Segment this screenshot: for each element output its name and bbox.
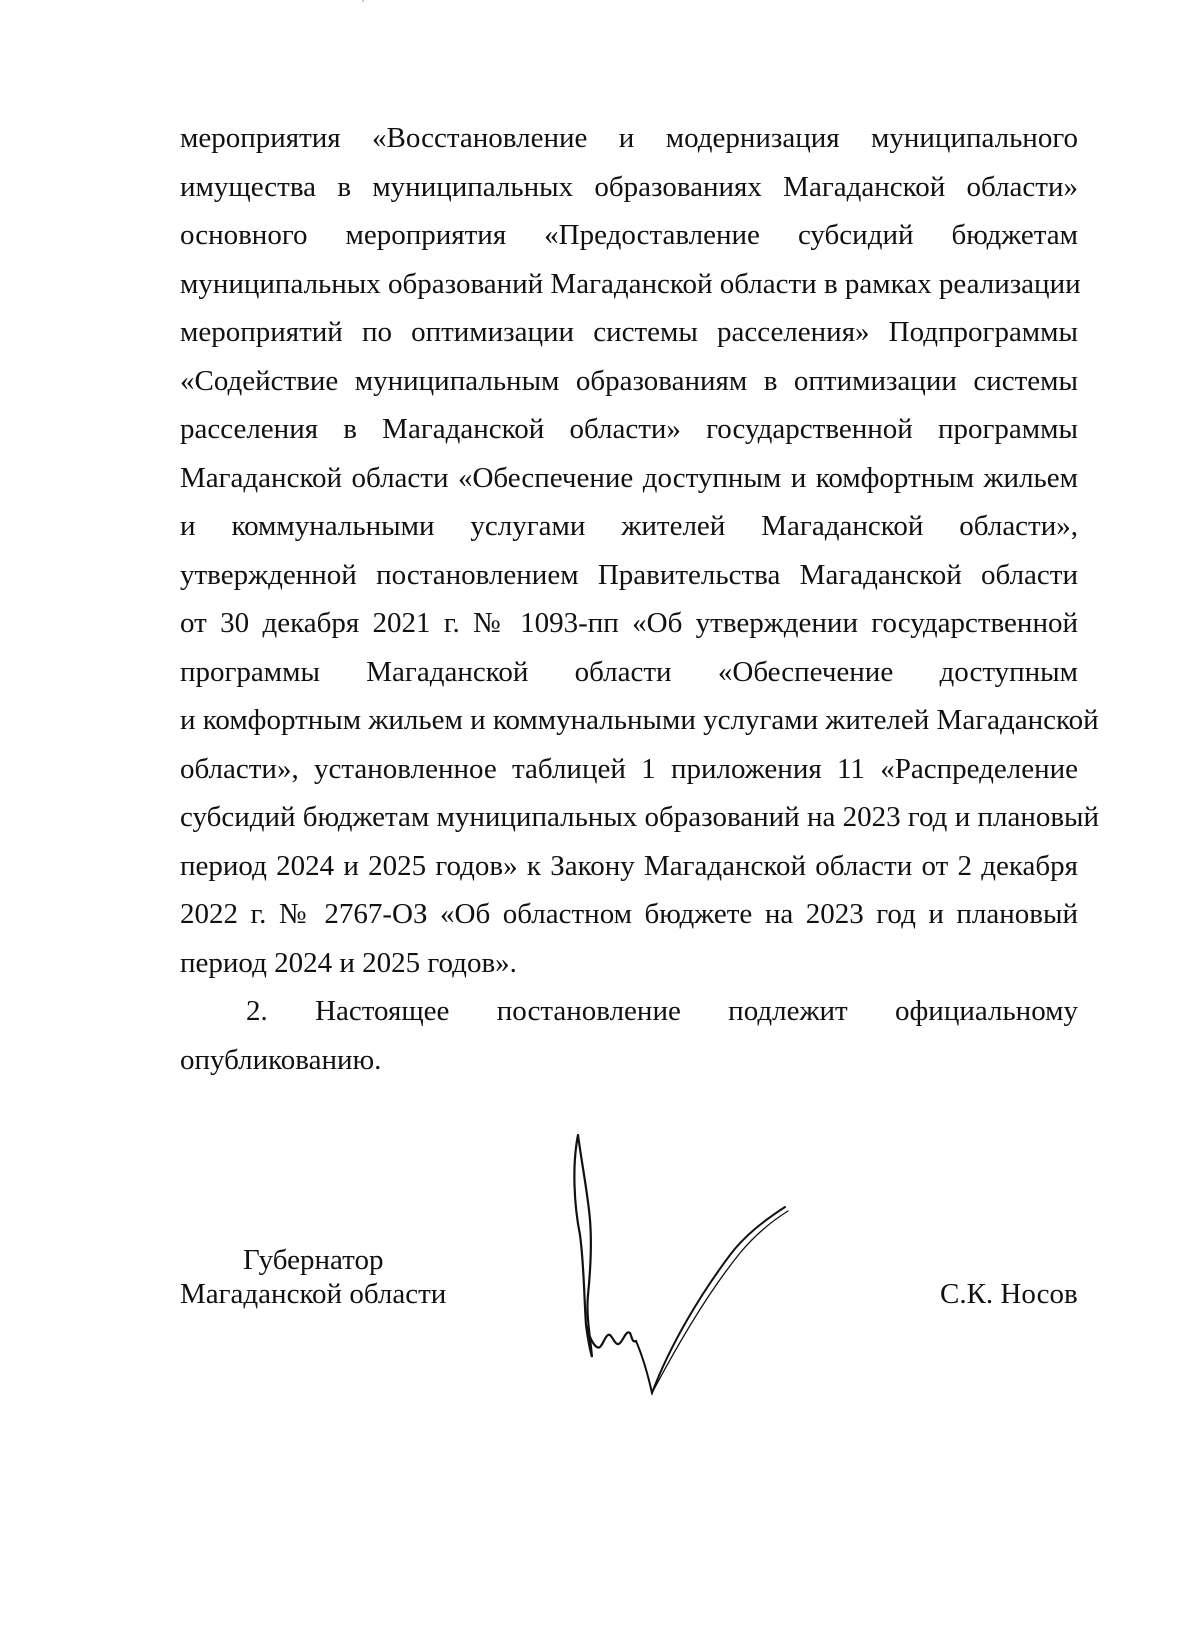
document-body [180,114,1100,1084]
body-line: от 30 декабря 2021 г. № 1093-пп «Об утверждении государственной [180,607,1078,639]
body-line: и комфортным жильем и коммунальными услугами жителей Магаданской [180,704,1099,736]
signer-position-line2: Магаданской области [180,1278,447,1310]
body-line: и коммунальными услугами жителей Магаданской области», [180,510,1078,542]
body-line: области», установленное таблицей 1 приложения 11 «Распределение [180,752,1078,785]
paragraph-2-line: 2. Настоящее постановление подлежит официальному [246,995,1078,1027]
body-line: субсидий бюджетам муниципальных образований на 2023 год и плановый [180,801,1100,833]
body-line: «Содействие муниципальным образованиям в оптимизации системы [180,364,1078,397]
signer-position-line1: Губернатор [243,1244,384,1276]
body-line: программы Магаданской области «Обеспечение доступным [180,655,1078,688]
body-line: Магаданской области «Обеспечение доступным и комфортным жильем [180,461,1078,494]
body-line: опубликованию. [180,1043,382,1076]
scan-mark [362,0,364,2]
handwritten-signature [560,1125,820,1395]
body-line: 2022 г. № 2767-ОЗ «Об областном бюджете на 2023 год и плановый [180,898,1078,930]
body-line: период 2024 и 2025 годов». [180,946,517,979]
body-line: муниципальных образований Магаданской области в рамках реализации [180,267,1081,300]
body-line: расселения в Магаданской области» государственной программы [180,413,1078,445]
body-line: имущества в муниципальных образованиях Магаданской области» [180,170,1078,203]
body-line: мероприятия «Восстановление и модернизация муниципального [180,122,1078,154]
signer-name: С.К. Носов [940,1278,1078,1310]
body-line: основного мероприятия «Предоставление субсидий бюджетам [180,219,1078,251]
body-line: мероприятий по оптимизации системы расселения» Подпрограммы [180,316,1078,348]
body-line: утвержденной постановлением Правительства Магаданской области [180,558,1078,591]
body-line: период 2024 и 2025 годов» к Закону Магаданской области от 2 декабря [180,849,1078,882]
